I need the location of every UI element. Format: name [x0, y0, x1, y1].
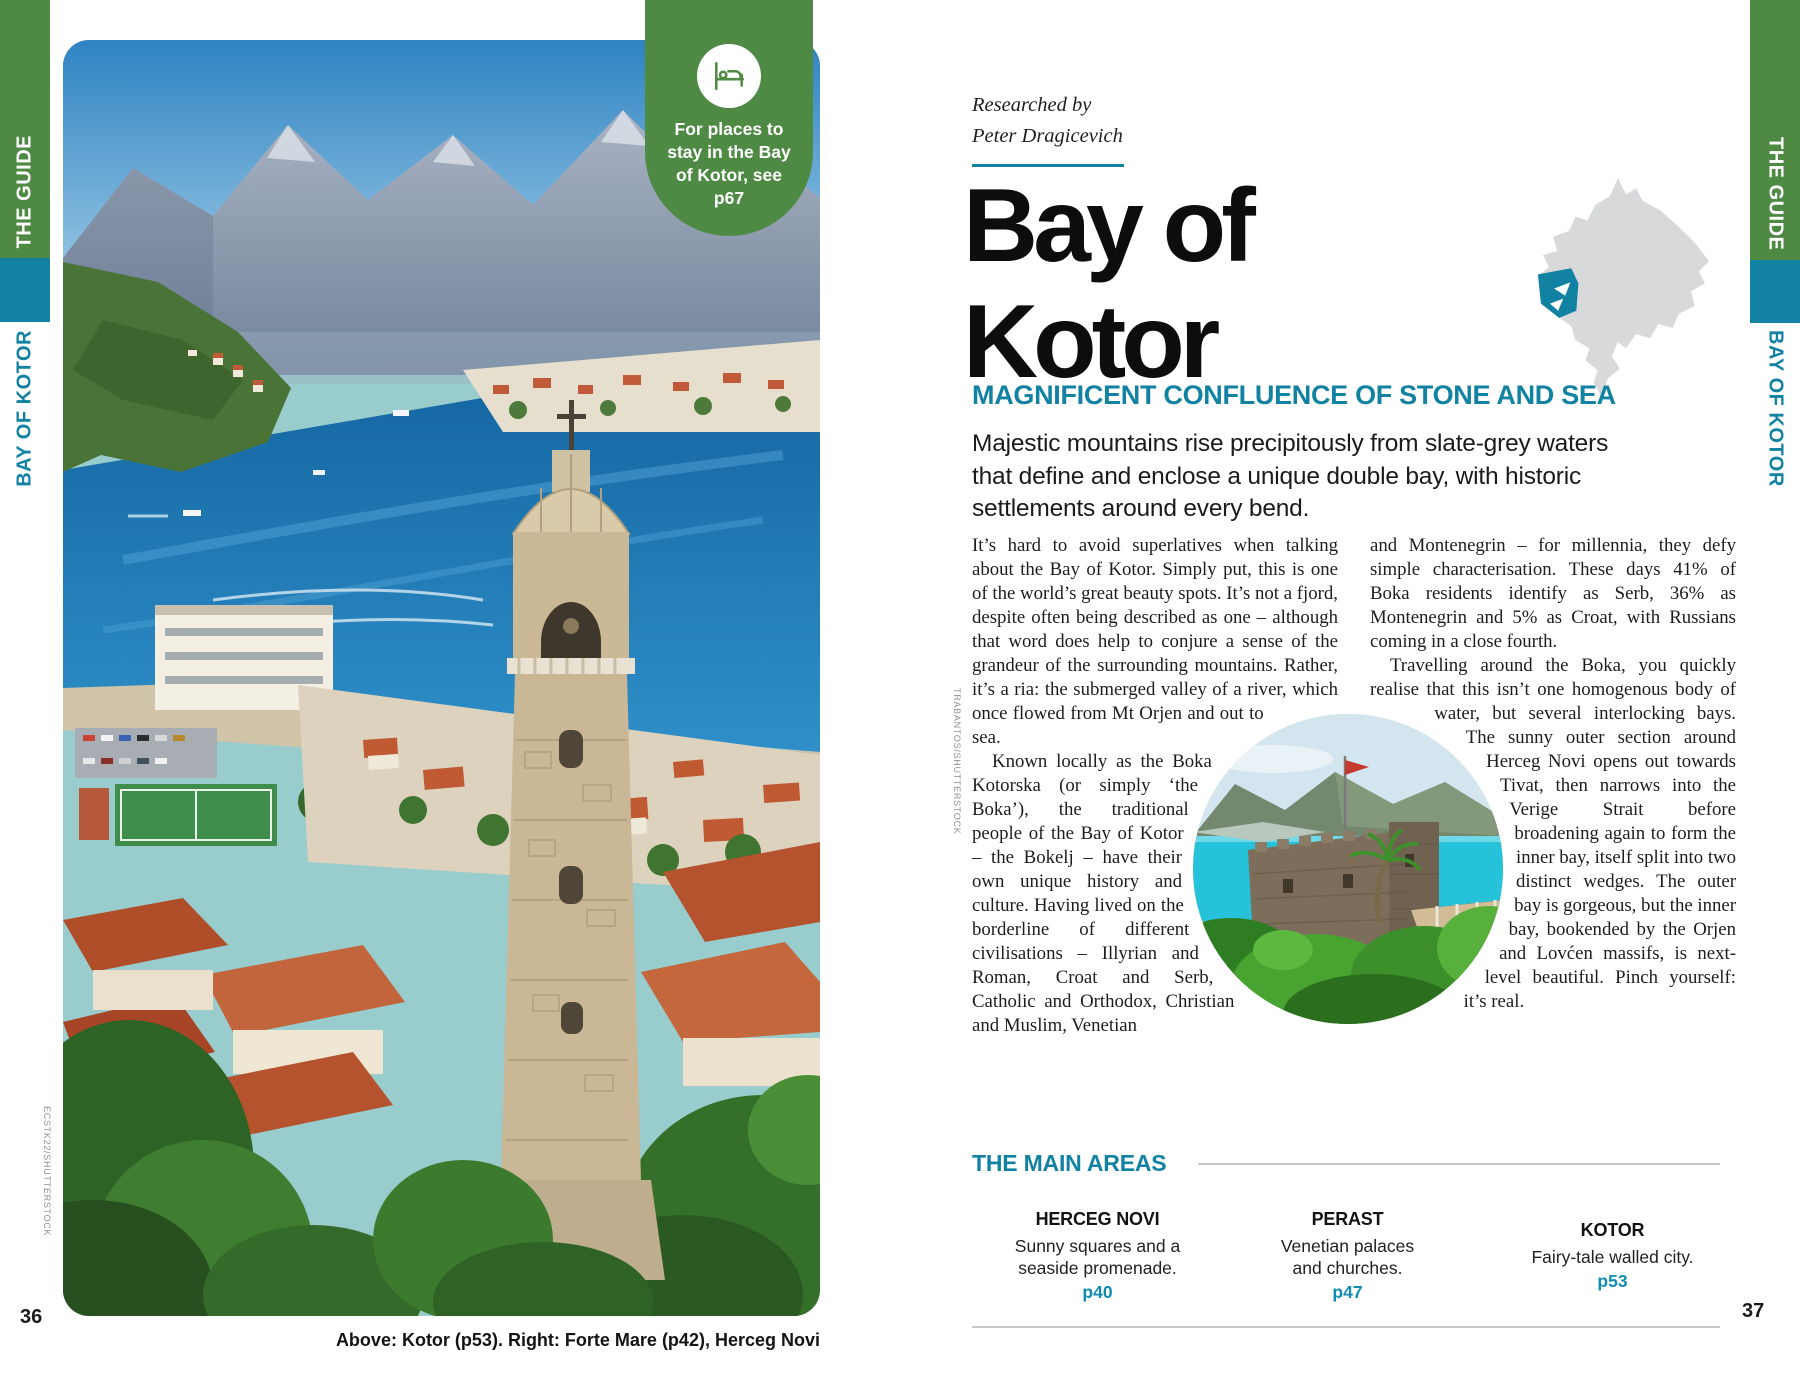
right-edge-section-tab [1750, 330, 1800, 500]
section-tab-label: BAY OF KOTOR [13, 330, 36, 487]
photo-credit-left: ECSTK22/SHUTTERSTOCK [42, 1106, 52, 1237]
area-name: KOTOR [1580, 1219, 1645, 1240]
area-description: Fairy-tale walled city. [1531, 1246, 1694, 1267]
guide-tab-label: THE GUIDE [1764, 136, 1787, 250]
main-areas-heading: THE MAIN AREAS [972, 1150, 1167, 1176]
stay-badge[interactable] [645, 0, 813, 236]
chapter-intro: Majestic mountains rise precipitously from slate-grey waters that define and enclose a unique double bay, with historic settlements around every bend. [972, 430, 1609, 523]
montenegro-locator-map [1522, 170, 1730, 408]
stay-badge-text: For places to stay in the Bay of Kotor, see p67 [667, 119, 791, 209]
body-paragraph: It’s hard to avoid superlatives when talking about the Bay of Kotor. Simply put, this is one of the world’s great beauty spots. It’s not a fjord, despite often being described as one – although that word does help to conjure a sense of the grandeur of the surrounding mountains. Rather, it’s a ria: the submerged valley of a river, which once flowed from Mt Orjen and out to sea. [972, 535, 1338, 748]
body-paragraph: and Montenegrin – for millennia, they defy simple characterisation. These days 41% of Boka residents identify as Serb, 36% as Montenegrin and 5% as Croat, with Russians coming in a close fourth. [1370, 535, 1736, 652]
area-page-link[interactable]: p47 [1332, 1282, 1363, 1303]
right-edge-guide-bar [1750, 0, 1800, 260]
body-paragraph: Known locally as the Boka Kotorska (or simply ‘the Boka’), the traditional people of the Bay of Kotor – the Bokelj – have their own unique history and culture. Having lived on the borderline of different civilisations – Illyrian and Roman, Croat and Serb, Catholic and Orthodox, Christian and Muslim, Venetian [972, 751, 1235, 1036]
guide-tab-label: THE GUIDE [13, 134, 36, 248]
page-number-right: 37 [1742, 1300, 1765, 1322]
main-areas-list [1005, 1194, 1720, 1318]
researched-by-author: Peter Dragicevich [972, 124, 1123, 147]
left-edge-teal-block [0, 258, 50, 322]
area-name: PERAST [1311, 1208, 1384, 1229]
chapter-title-line1: Bay of [963, 168, 1251, 284]
area-page-link[interactable]: p40 [1082, 1282, 1113, 1303]
area-page-link[interactable]: p53 [1597, 1271, 1628, 1292]
chapter-subtitle: MAGNIFICENT CONFLUENCE OF STONE AND SEA [972, 380, 1616, 410]
area-name: HERCEG NOVI [1035, 1208, 1160, 1229]
section-tab-label: BAY OF KOTOR [1764, 330, 1787, 487]
right-edge-teal-block [1750, 260, 1800, 323]
area-kotor [1505, 1220, 1720, 1292]
researched-by-rule [972, 164, 1124, 167]
area-perast [1265, 1209, 1430, 1304]
body-paragraph: Travelling around the Boka, you quickly realise that this isn’t one homogenous body of water, but several interlocking bays. The sunny outer section around Herceg Novi opens out towards Tivat, then narrows into the Verige Strait before broadening again to form the inner bay, itself split into two distinct wedges. The outer bay is gorgeous, but the inner bay, bookended by the Orjen and Lovćen massifs, is next-level beautiful. Pinch yourself: it’s real. [1370, 655, 1736, 1012]
footer-rule [972, 1326, 1720, 1328]
area-herceg-novi [1005, 1209, 1190, 1304]
page-number-left: 36 [20, 1306, 43, 1328]
main-areas-rule [1198, 1163, 1720, 1165]
left-edge-section-tab [0, 330, 50, 500]
left-edge-guide-bar [0, 0, 50, 258]
chapter-title-line2: Kotor [963, 284, 1216, 401]
chapter-title [963, 168, 1251, 401]
body-text [972, 534, 1736, 1039]
area-description: Venetian palaces and churches. [1280, 1235, 1415, 1278]
bed-icon [697, 44, 761, 108]
area-description: Sunny squares and a seaside promenade. [1014, 1235, 1181, 1278]
researched-by-label: Researched by [972, 94, 1092, 116]
photo-credit-right: TRABANTOS/SHUTTERSTOCK [952, 688, 962, 835]
photo-caption: Above: Kotor (p53). Right: Forte Mare (p42), Herceg Novi [335, 1330, 820, 1350]
forte-mare-photo [1193, 714, 1503, 1024]
researched-by-block [972, 90, 1124, 167]
